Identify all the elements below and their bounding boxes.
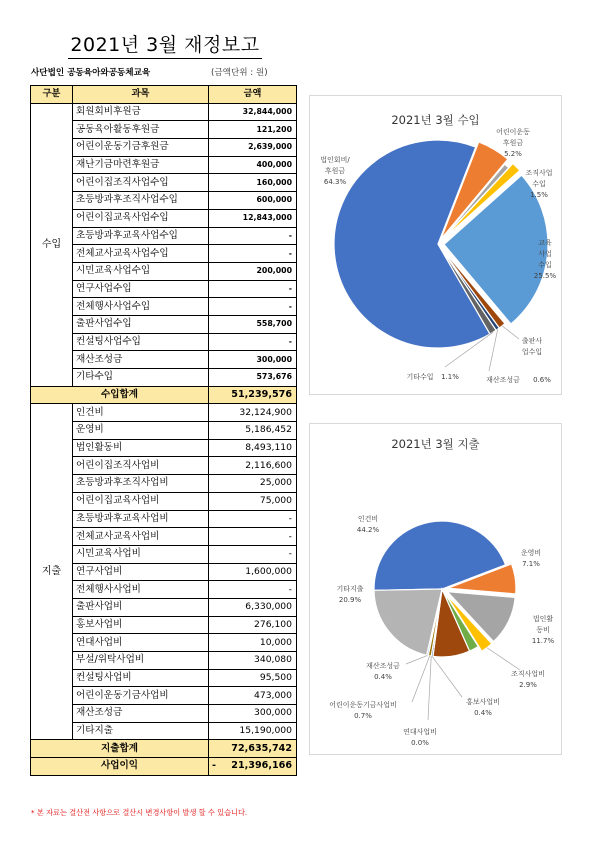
income-total-row (31, 386, 297, 404)
row-amount: 1,600,000 (209, 563, 297, 581)
row-amount: - (209, 298, 297, 316)
row-amount: 32,124,900 (209, 404, 297, 422)
row-amount: 32,844,000 (209, 103, 297, 121)
row-item: 전체교사교육사업비 (73, 528, 209, 546)
row-item: 컨설팅사업비 (73, 669, 209, 687)
pie-percent: 7.1% (522, 560, 540, 568)
profit-label: 사업이익 (31, 758, 209, 776)
row-item: 기타수입 (73, 369, 209, 387)
row-amount: 200,000 (209, 262, 297, 280)
row-amount: 2,116,600 (209, 457, 297, 475)
row-amount: - (209, 510, 297, 528)
row-amount: 75,000 (209, 492, 297, 510)
pie-percent: 64.3% (323, 178, 347, 186)
organization-name: 사단법인 공동육아와공동체교육 (31, 68, 151, 78)
row-item: 어린이집조직사업비 (73, 457, 209, 475)
profit-row (31, 758, 297, 776)
expense-chart-title: 2021년 3월 지출 (391, 437, 480, 451)
header-category: 구분 (31, 86, 73, 104)
header-amount: 금액 (209, 86, 297, 104)
row-item: 어린이운동기금사업비 (73, 687, 209, 705)
footnote: * 본 자료는 결산전 사항으로 결산시 변경사항이 발생 할 수 있습니다. (31, 808, 248, 817)
row-item: 초등방과후조직사업비 (73, 475, 209, 493)
expense-total-row (31, 740, 297, 758)
expense-total-label: 지출합계 (31, 740, 209, 758)
row-item: 초등방과후교육사업비 (73, 510, 209, 528)
row-amount: 2,639,000 (209, 139, 297, 157)
profit-sign: - (212, 760, 216, 772)
pie-label: 법인회비/ (320, 156, 350, 164)
income-category-label: 수입 (31, 103, 73, 386)
row-item: 시민교육사업비 (73, 545, 209, 563)
pie-percent: 0.6% (533, 376, 551, 384)
pie-label: 후원금 (324, 167, 346, 175)
row-item: 출판사업수입 (73, 315, 209, 333)
pie-percent: 11.7% (531, 637, 555, 645)
row-amount: 340,080 (209, 652, 297, 670)
row-item: 공동육아활동후원금 (73, 121, 209, 139)
row-item: 어린이집교육사업비 (73, 492, 209, 510)
row-amount: - (209, 581, 297, 599)
leader-line (487, 648, 520, 670)
pie-label: 출판사 (521, 337, 543, 345)
row-item: 어린이집교육사업수입 (73, 209, 209, 227)
row-item: 인건비 (73, 404, 209, 422)
row-item: 전체행사사업수입 (73, 298, 209, 316)
pie-label: 조직사업 (525, 169, 553, 177)
row-item: 초등방과후조직사업수입 (73, 192, 209, 210)
row-item: 법인활동비 (73, 439, 209, 457)
row-amount: 276,100 (209, 616, 297, 634)
row-item: 연구사업수입 (73, 280, 209, 298)
row-amount: - (209, 545, 297, 563)
row-item: 전체행사사업비 (73, 581, 209, 599)
row-item: 재난기금마련후원금 (73, 156, 209, 174)
row-item: 부설/위탁사업비 (73, 652, 209, 670)
pie-percent: 1.5% (530, 191, 548, 199)
row-amount: - (209, 280, 297, 298)
row-amount: 95,500 (209, 669, 297, 687)
row-item: 연구사업비 (73, 563, 209, 581)
table-header-row (31, 86, 297, 104)
table-row (31, 404, 297, 422)
pie-percent: 0.7% (354, 712, 372, 720)
profit-amount: - 21,396,166 (209, 758, 297, 776)
row-amount: 121,200 (209, 121, 297, 139)
row-amount: - (209, 528, 297, 546)
income-total-amount: 51,239,576 (209, 386, 297, 404)
pie-label: 후원금 (502, 139, 524, 147)
leader-line (428, 656, 431, 720)
unit-note: (금액단위 : 원) (211, 68, 268, 78)
pie-label: 수입 (532, 180, 546, 188)
income-chart (309, 95, 562, 395)
row-amount: 6,330,000 (209, 598, 297, 616)
row-item: 전체교사교육사업수입 (73, 245, 209, 263)
pie-percent: 25.5% (533, 272, 557, 280)
leader-line (489, 329, 498, 371)
row-amount: 5,186,452 (209, 422, 297, 440)
row-item: 시민교육사업수입 (73, 262, 209, 280)
pie-label: 기타지출 (336, 585, 364, 593)
pie-percent: 1.1% (441, 373, 459, 381)
pie-label: 수입 (538, 261, 552, 269)
row-item: 홍보사업비 (73, 616, 209, 634)
leader-line (432, 656, 462, 697)
pie-label: 업수입 (521, 348, 543, 356)
pie-label: 기타수입 (406, 373, 434, 381)
expense-total-amount: 72,635,742 (209, 740, 297, 758)
row-item: 기타지출 (73, 722, 209, 740)
pie-label: 연대사업비 (403, 728, 437, 736)
pie-label: 법인활 (532, 615, 554, 623)
expense-pie-svg (310, 424, 561, 754)
row-amount: 558,700 (209, 315, 297, 333)
row-item: 초등방과후교육사업수입 (73, 227, 209, 245)
page-title: 2021년 3월 재정보고 (0, 30, 330, 57)
pie-percent: 44.2% (356, 526, 380, 534)
pie-label: 사업 (538, 250, 552, 258)
pie-label: 재산조성금 (486, 376, 520, 384)
row-item: 연대사업비 (73, 634, 209, 652)
row-amount: 300,000 (209, 351, 297, 369)
row-amount: 10,000 (209, 634, 297, 652)
row-amount: 300,000 (209, 705, 297, 723)
pie-label: 운영비 (520, 549, 542, 557)
row-amount: 573,676 (209, 369, 297, 387)
row-amount: 12,843,000 (209, 209, 297, 227)
leader-line (412, 656, 430, 702)
row-amount: 473,000 (209, 687, 297, 705)
row-amount: - (209, 333, 297, 351)
pie-percent: 20.9% (338, 596, 362, 604)
row-item: 출판사업비 (73, 598, 209, 616)
pie-label: 재산조성금 (366, 662, 400, 670)
income-chart-title: 2021년 3월 수입 (391, 113, 480, 127)
pie-label: 교육 (538, 239, 552, 247)
row-amount: 25,000 (209, 475, 297, 493)
pie-label: 인건비 (357, 515, 379, 523)
row-amount: 400,000 (209, 156, 297, 174)
pie-percent: 5.2% (504, 150, 522, 158)
row-item: 회원회비후원금 (73, 103, 209, 121)
row-item: 어린이운동기금후원금 (73, 139, 209, 157)
table-row (31, 103, 297, 121)
row-amount: 15,190,000 (209, 722, 297, 740)
row-amount: - (209, 227, 297, 245)
row-item: 재산조성금 (73, 351, 209, 369)
expense-category-label: 지출 (31, 404, 73, 740)
row-amount: - (209, 245, 297, 263)
income-pie-svg (310, 96, 561, 394)
finance-table (30, 85, 297, 776)
row-amount: 600,000 (209, 192, 297, 210)
pie-percent: 0.4% (474, 709, 492, 717)
pie-label: 홍보사업비 (466, 698, 500, 706)
leader-line (502, 326, 519, 339)
pie-label: 어린이운동기금사업비 (329, 701, 397, 709)
pie-percent: 0.4% (374, 673, 392, 681)
row-item: 재산조성금 (73, 705, 209, 723)
row-amount: 8,493,110 (209, 439, 297, 457)
header-item: 과목 (73, 86, 209, 104)
expense-chart (309, 423, 562, 755)
row-amount: 160,000 (209, 174, 297, 192)
pie-label: 조직사업비 (511, 670, 545, 678)
pie-percent: 2.9% (519, 681, 537, 689)
row-item: 컨설팅사업수입 (73, 333, 209, 351)
leader-line (406, 655, 427, 664)
row-item: 운영비 (73, 422, 209, 440)
pie-percent: 0.0% (411, 739, 429, 747)
pie-label: 동비 (536, 626, 550, 634)
row-item: 어린이집조직사업수입 (73, 174, 209, 192)
income-total-label: 수입합계 (31, 386, 209, 404)
pie-label: 어린이운동 (496, 128, 530, 136)
